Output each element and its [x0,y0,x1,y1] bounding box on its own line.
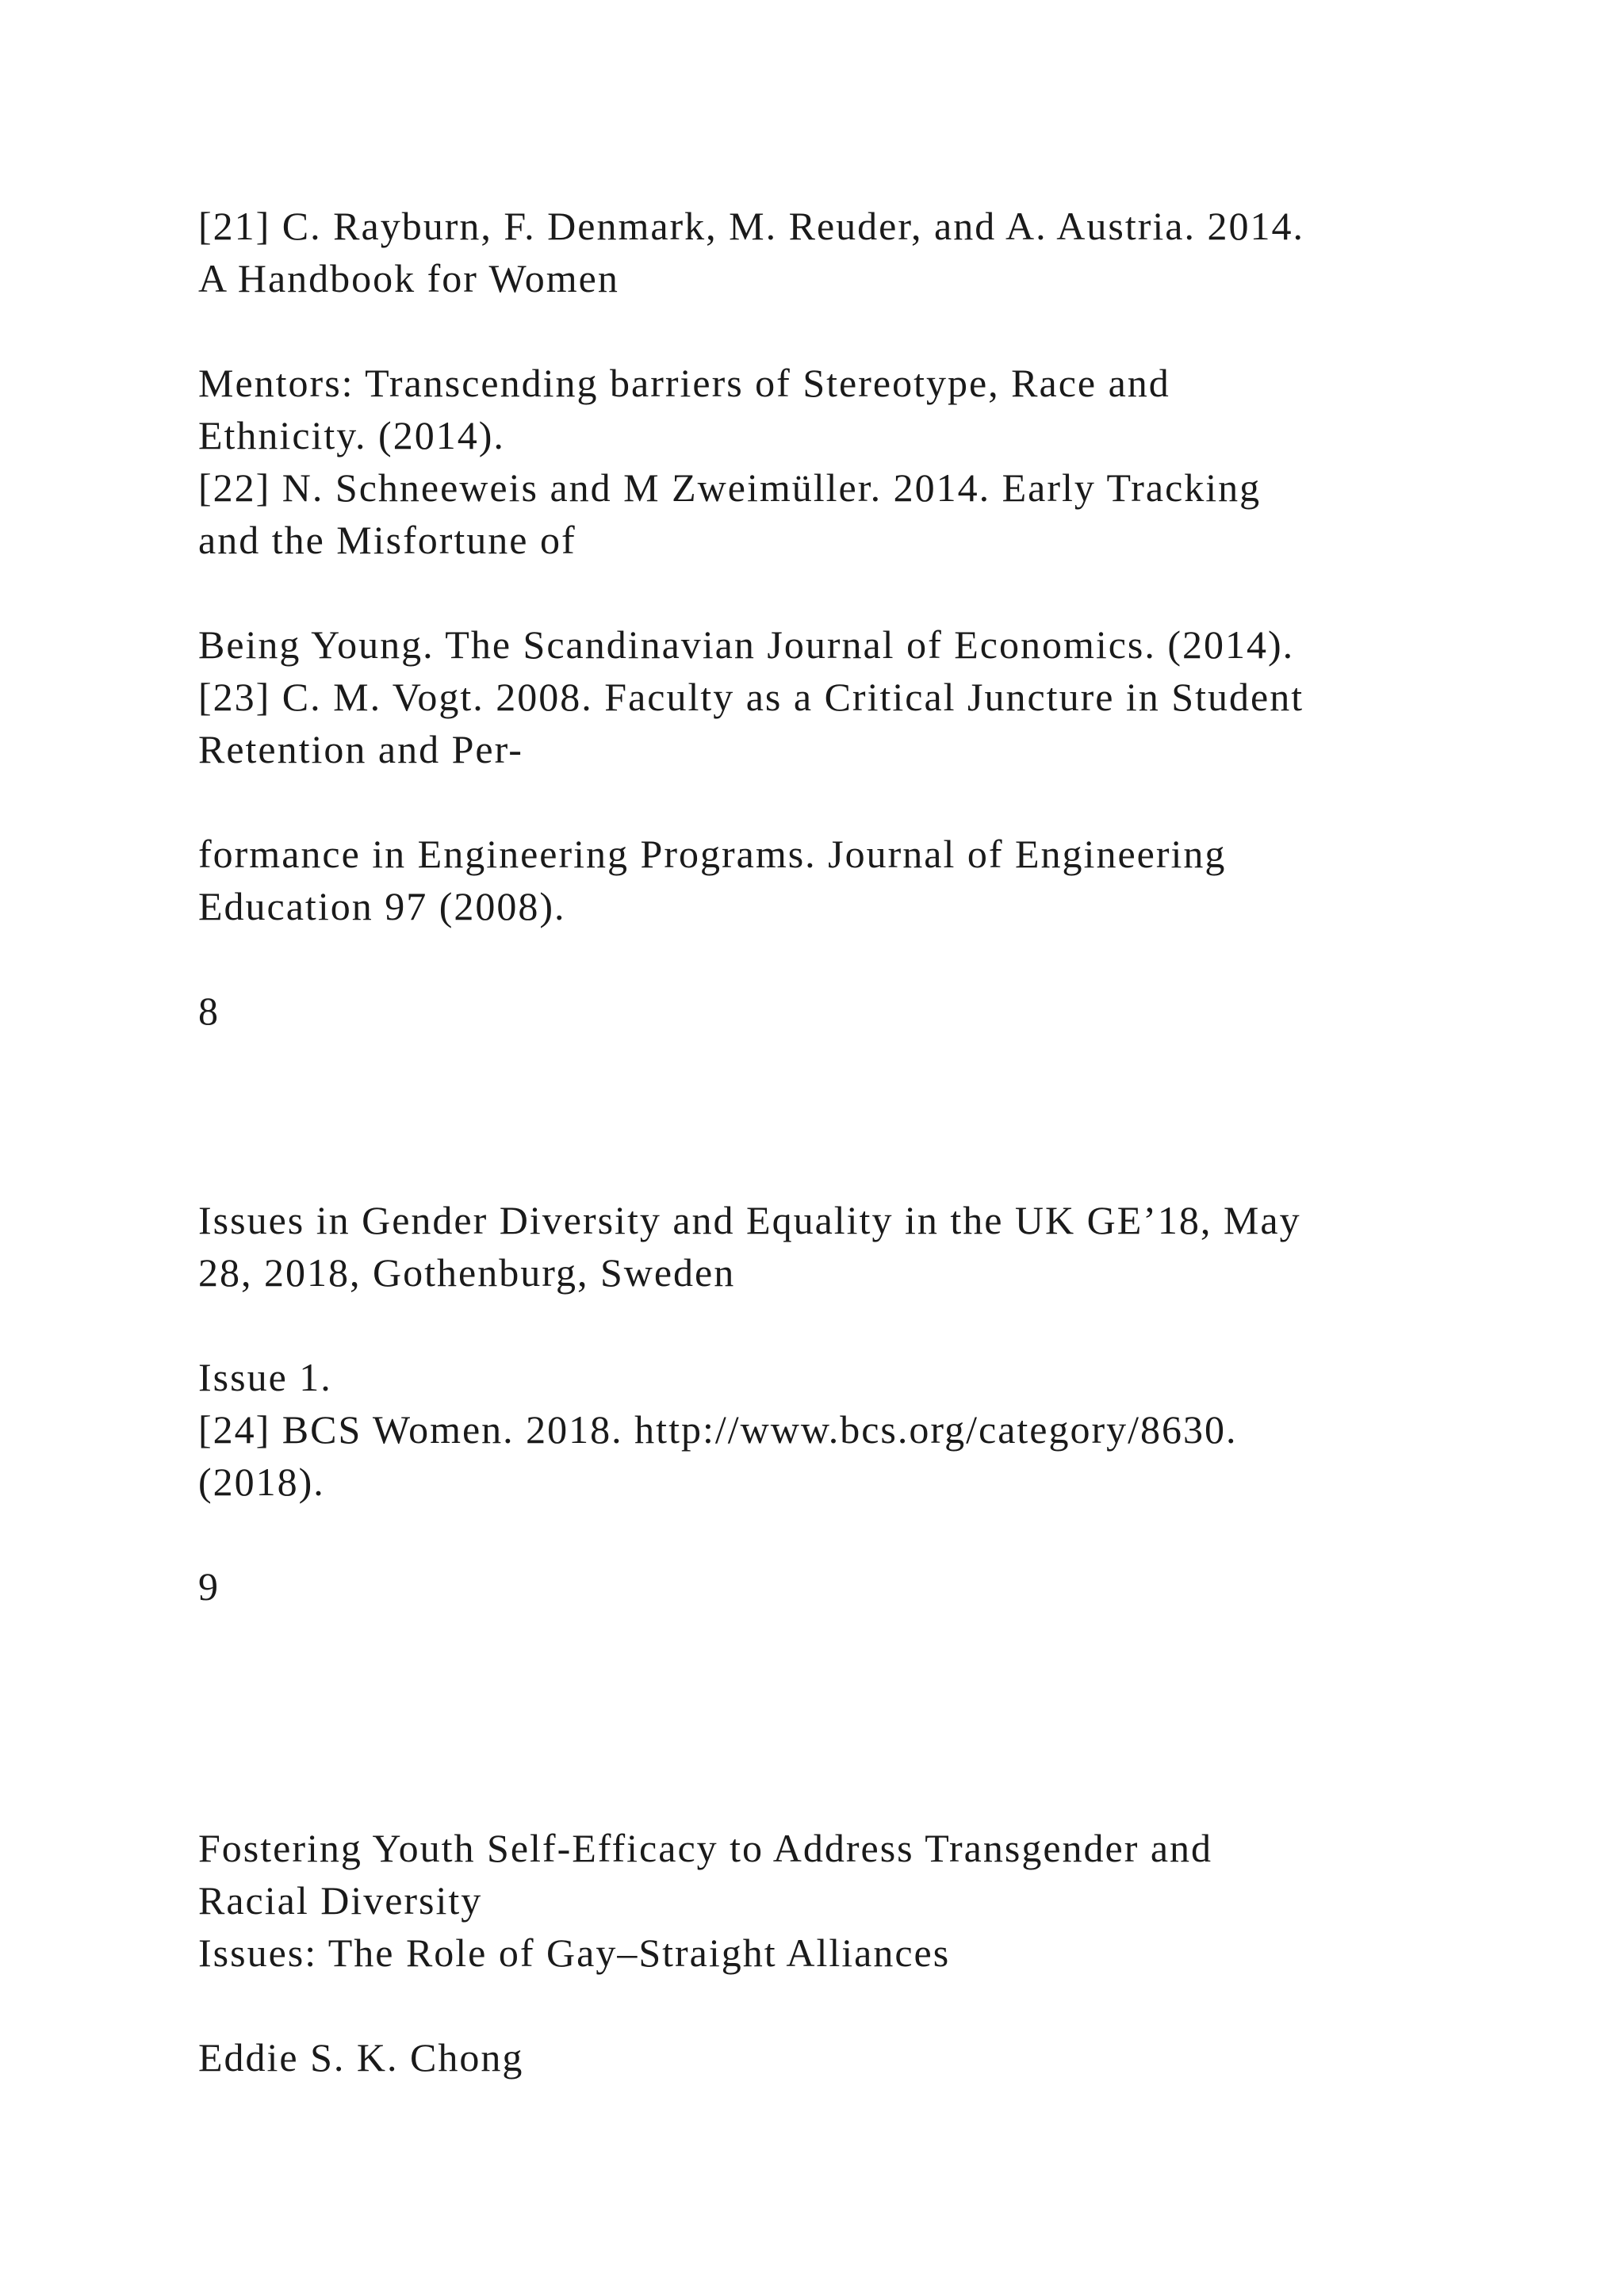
reference-23-line-1: [23] C. M. Vogt. 2008. Faculty as a Critical Juncture in Student [198,675,1304,719]
running-header-line-2: 28, 2018, Gothenburg, Sweden [198,1250,736,1295]
reference-21-line-4: Ethnicity. (2014). [198,413,505,457]
reference-24-line-2: (2018). [198,1460,325,1504]
reference-22-line-3: Being Young. The Scandinavian Journal of Economics. (2014). [198,622,1295,667]
reference-23-line-4: Education 97 (2008). [198,884,566,928]
reference-23-line-2: Retention and Per- [198,727,523,771]
article-title-line-2: Racial Diversity [198,1878,483,1923]
page-number: 8 [198,989,220,1033]
reference-21-line-1: [21] C. Rayburn, F. Denmark, M. Reuder, and A. Austria. 2014. [198,204,1304,248]
author-name: Eddie S. K. Chong [198,2035,524,2080]
reference-21-line-3: Mentors: Transcending barriers of Stereotype, Race and [198,361,1170,405]
running-header-line-1: Issues in Gender Diversity and Equality in the UK GE’18, May [198,1198,1301,1242]
page-number: 9 [198,1564,220,1609]
reference-24-line-1: [24] BCS Women. 2018. http://www.bcs.org/category/8630. [198,1407,1238,1452]
reference-23-line-3: formance in Engineering Programs. Journal of Engineering [198,832,1227,876]
article-title-line-3: Issues: The Role of Gay–Straight Alliances [198,1931,951,1975]
article-title-line-1: Fostering Youth Self-Efficacy to Address Transgender and [198,1826,1213,1870]
reference-22-line-1: [22] N. Schneeweis and M Zweimüller. 2014. Early Tracking [198,465,1262,510]
reference-22-line-2: and the Misfortune of [198,518,576,562]
issue-label: Issue 1. [198,1355,332,1399]
reference-21-line-2: A Handbook for Women [198,256,619,300]
